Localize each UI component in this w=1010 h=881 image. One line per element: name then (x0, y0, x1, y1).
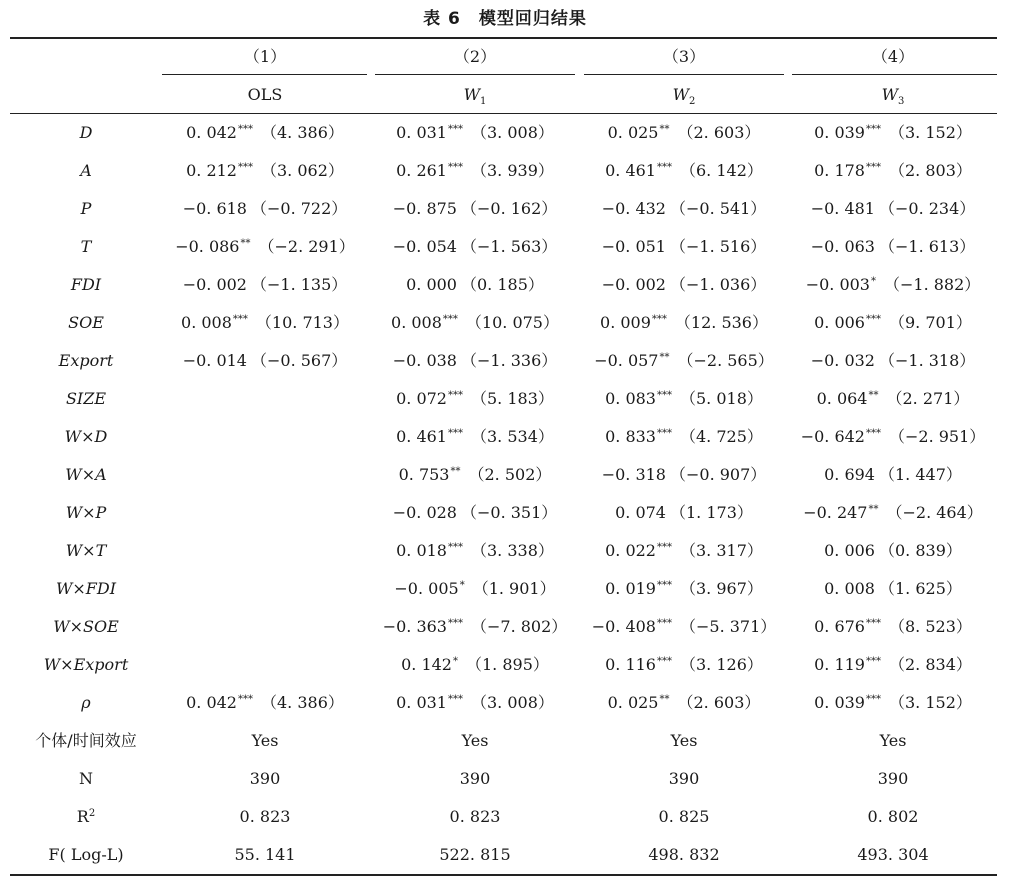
t-statistic: （12. 536） (674, 313, 768, 332)
table-cell: 498. 832 (648, 845, 720, 864)
t-statistic: （−1. 613） (878, 237, 976, 256)
table-cell (582, 118, 787, 148)
t-statistic: （−2. 565） (677, 351, 774, 370)
coefficient-value: −0. 005 (394, 579, 459, 598)
significance-stars: *** (656, 618, 672, 629)
table-cell: 55. 141 (234, 845, 296, 864)
coefficient-value: 0. 042 (186, 123, 237, 142)
coefficient-value: 0. 000 (406, 275, 457, 294)
table-cell (373, 612, 578, 642)
coefficient-value: −0. 363 (382, 617, 447, 636)
coefficient-value: 0. 676 (814, 617, 865, 636)
coefficient-value: 0. 178 (814, 161, 865, 180)
t-statistic: （−0. 162） (460, 199, 558, 218)
coefficient-value: −0. 057 (594, 351, 659, 370)
t-statistic: （2. 603） (677, 123, 761, 142)
table-cell (582, 384, 787, 414)
table-cell (791, 536, 996, 566)
table-cell (582, 612, 787, 642)
table-cell (373, 422, 578, 452)
table-cell (373, 270, 578, 300)
row-label: SOE (68, 313, 104, 332)
table-cell: Yes (879, 731, 907, 750)
coefficient-value: 0. 008 (391, 313, 442, 332)
t-statistic: （−0. 722） (250, 199, 348, 218)
coefficient-value: 0. 072 (396, 389, 447, 408)
coefficient-value: 0. 022 (605, 541, 656, 560)
coefficient-value: −0. 086 (175, 237, 240, 256)
table-cell (163, 156, 368, 186)
t-statistic: （3. 008） (470, 123, 554, 142)
table-cell (582, 574, 787, 604)
coefficient-value: 0. 083 (605, 389, 656, 408)
significance-stars: *** (447, 124, 463, 135)
significance-stars: *** (865, 162, 881, 173)
model-subscript: 2 (689, 96, 696, 107)
t-statistic: （8. 523） (888, 617, 972, 636)
coefficient-value: 0. 042 (186, 693, 237, 712)
column-group-rule (792, 74, 997, 75)
t-statistic: （6. 142） (679, 161, 763, 180)
significance-stars: *** (237, 162, 253, 173)
coefficient-value: −0. 038 (392, 351, 457, 370)
table-cell (791, 308, 996, 338)
table-cell: Yes (461, 731, 489, 750)
coefficient-value: 0. 031 (396, 693, 447, 712)
table-cell (163, 346, 368, 376)
model-name: W (672, 85, 690, 104)
t-statistic: （0. 839） (878, 541, 962, 560)
significance-stars: *** (237, 124, 253, 135)
t-statistic: （−0. 234） (878, 199, 976, 218)
table-cell (791, 650, 996, 680)
table-cell (582, 536, 787, 566)
significance-stars: ** (659, 694, 670, 705)
significance-stars: *** (442, 314, 458, 325)
coefficient-value: −0. 642 (800, 427, 865, 446)
table-cell (791, 194, 996, 224)
t-statistic: （4. 386） (260, 693, 344, 712)
significance-stars: *** (656, 162, 672, 173)
significance-stars: *** (237, 694, 253, 705)
table-cell: 390 (668, 769, 700, 788)
t-statistic: （−2. 951） (888, 427, 986, 446)
row-label: ρ (81, 693, 91, 712)
table-cell (373, 650, 578, 680)
table-cell (373, 384, 578, 414)
table-header-rule (10, 113, 997, 114)
table-cell (163, 688, 368, 718)
model-name: W (881, 85, 899, 104)
t-statistic: （3. 152） (888, 123, 972, 142)
table-cell (582, 156, 787, 186)
t-statistic: （−1. 882） (883, 275, 981, 294)
table-cell (373, 232, 578, 262)
coefficient-value: 0. 461 (396, 427, 447, 446)
table-cell (582, 650, 787, 680)
significance-stars: *** (656, 656, 672, 667)
coefficient-value: 0. 694 (824, 465, 875, 484)
column-number: （4） (871, 47, 915, 66)
table-cell (791, 612, 996, 642)
t-statistic: （2. 603） (677, 693, 761, 712)
model-subscript: 1 (480, 96, 487, 107)
coefficient-value: 0. 025 (607, 123, 659, 142)
significance-stars: *** (447, 428, 463, 439)
significance-stars: ** (868, 390, 879, 401)
table-cell (791, 232, 996, 262)
t-statistic: （2. 271） (886, 389, 970, 408)
table-cell (373, 460, 578, 490)
table-cell (163, 270, 368, 300)
row-label: F( Log-L) (48, 845, 124, 864)
coefficient-value: −0. 875 (392, 199, 457, 218)
coefficient-value: −0. 051 (601, 237, 666, 256)
t-statistic: （1. 901） (472, 579, 556, 598)
table-cell (373, 156, 578, 186)
model-name: W (463, 85, 481, 104)
table-top-rule (10, 37, 997, 39)
t-statistic: （3. 008） (470, 693, 554, 712)
coefficient-value: −0. 014 (182, 351, 247, 370)
table-cell: 390 (459, 769, 491, 788)
coefficient-value: 0. 039 (814, 693, 865, 712)
column-group-rule (375, 74, 575, 75)
coefficient-value: 0. 031 (396, 123, 447, 142)
t-statistic: （3. 126） (679, 655, 763, 674)
t-statistic: （5. 183） (470, 389, 554, 408)
row-label: P (80, 199, 92, 218)
coefficient-value: −0. 318 (601, 465, 666, 484)
column-number: （3） (662, 47, 706, 66)
significance-stars: *** (656, 542, 672, 553)
table-cell (791, 384, 996, 414)
column-group-rule (584, 74, 784, 75)
table-cell (373, 346, 578, 376)
table-cell (163, 308, 368, 338)
coefficient-value: −0. 247 (803, 503, 868, 522)
coefficient-value: 0. 025 (607, 693, 659, 712)
t-statistic: （1. 625） (878, 579, 962, 598)
table-cell (373, 308, 578, 338)
coefficient-value: −0. 054 (392, 237, 457, 256)
coefficient-value: 0. 008 (181, 313, 232, 332)
coefficient-value: 0. 074 (615, 503, 666, 522)
t-statistic: （−0. 541） (669, 199, 767, 218)
table-cell (163, 232, 368, 262)
table-cell (791, 574, 996, 604)
t-statistic: （3. 967） (679, 579, 763, 598)
table-cell: 390 (877, 769, 909, 788)
row-label: W×Export (43, 655, 129, 674)
t-statistic: （1. 173） (669, 503, 753, 522)
model-subscript: 3 (898, 96, 905, 107)
coefficient-value: 0. 019 (605, 579, 656, 598)
significance-stars: * (452, 656, 458, 667)
significance-stars: *** (865, 656, 881, 667)
table-cell (791, 118, 996, 148)
t-statistic: （3. 152） (888, 693, 972, 712)
t-statistic: （3. 338） (470, 541, 554, 560)
significance-stars: *** (865, 428, 881, 439)
coefficient-value: −0. 432 (601, 199, 666, 218)
significance-stars: *** (447, 390, 463, 401)
coefficient-value: 0. 116 (605, 655, 656, 674)
table-cell (373, 118, 578, 148)
t-statistic: （−1. 318） (878, 351, 976, 370)
t-statistic: （−0. 567） (250, 351, 348, 370)
significance-stars: *** (656, 428, 672, 439)
column-group-rule (162, 74, 367, 75)
t-statistic: （−1. 036） (669, 275, 767, 294)
coefficient-value: 0. 142 (401, 655, 452, 674)
significance-stars: *** (865, 694, 881, 705)
t-statistic: （2. 803） (888, 161, 972, 180)
row-label: D (79, 123, 93, 142)
coefficient-value: 0. 212 (186, 161, 237, 180)
table-cell (163, 118, 368, 148)
table-cell: 0. 823 (239, 807, 291, 826)
t-statistic: （2. 834） (888, 655, 972, 674)
column-model: OLS (247, 85, 283, 104)
t-statistic: （−0. 351） (460, 503, 558, 522)
table-title: 表 6 模型回归结果 (423, 9, 587, 29)
coefficient-value: −0. 002 (601, 275, 666, 294)
row-label: W×P (65, 503, 107, 522)
t-statistic: （−1. 563） (460, 237, 558, 256)
column-number: （1） (243, 47, 287, 66)
row-label: 个体/时间效应 (35, 731, 137, 750)
coefficient-value: −0. 002 (182, 275, 247, 294)
significance-stars: *** (865, 124, 881, 135)
coefficient-value: −0. 028 (392, 503, 457, 522)
table-cell (373, 536, 578, 566)
coefficient-value: −0. 003 (805, 275, 870, 294)
table-cell (791, 270, 996, 300)
coefficient-value: 0. 006 (824, 541, 875, 560)
coefficient-value: 0. 119 (814, 655, 865, 674)
t-statistic: （9. 701） (888, 313, 972, 332)
label-superscript: 2 (88, 808, 96, 819)
coefficient-value: 0. 018 (396, 541, 447, 560)
table-cell (791, 156, 996, 186)
row-label: W×D (64, 427, 108, 446)
significance-stars: ** (240, 238, 251, 249)
row-label: FDI (70, 275, 102, 294)
table-cell (373, 194, 578, 224)
t-statistic: （10. 075） (465, 313, 559, 332)
table-cell (791, 422, 996, 452)
table-cell (791, 498, 996, 528)
coefficient-value: 0. 261 (396, 161, 447, 180)
t-statistic: （3. 317） (679, 541, 763, 560)
significance-stars: ** (450, 466, 461, 477)
table-cell (582, 194, 787, 224)
t-statistic: （−0. 907） (669, 465, 767, 484)
t-statistic: （2. 502） (468, 465, 552, 484)
table-cell (373, 574, 578, 604)
t-statistic: （10. 713） (255, 313, 349, 332)
significance-stars: *** (447, 694, 463, 705)
table-cell: 0. 825 (658, 807, 710, 826)
row-label: T (80, 237, 92, 256)
t-statistic: （−5. 371） (679, 617, 777, 636)
table-cell: Yes (251, 731, 279, 750)
table-cell: 0. 823 (449, 807, 501, 826)
significance-stars: *** (447, 618, 463, 629)
significance-stars: ** (659, 124, 670, 135)
column-number: （2） (453, 47, 497, 66)
coefficient-value: 0. 008 (824, 579, 875, 598)
column-model (791, 80, 996, 110)
significance-stars: ** (868, 504, 879, 515)
coefficient-value: 0. 064 (816, 389, 868, 408)
row-label: N (79, 769, 93, 788)
table-cell (582, 498, 787, 528)
t-statistic: （4. 725） (679, 427, 763, 446)
coefficient-value: −0. 063 (810, 237, 875, 256)
coefficient-value: −0. 618 (182, 199, 247, 218)
significance-stars: *** (447, 542, 463, 553)
table-cell: 390 (249, 769, 281, 788)
t-statistic: （−1. 135） (250, 275, 348, 294)
table-bottom-rule (10, 874, 997, 876)
significance-stars: *** (651, 314, 667, 325)
significance-stars: *** (865, 314, 881, 325)
table-cell (791, 346, 996, 376)
significance-stars: ** (659, 352, 670, 363)
coefficient-value: 0. 461 (605, 161, 656, 180)
row-label: W×FDI (55, 579, 117, 598)
table-cell: Yes (670, 731, 698, 750)
significance-stars: *** (865, 618, 881, 629)
t-statistic: （0. 185） (460, 275, 544, 294)
table-cell (582, 232, 787, 262)
table-cell (582, 270, 787, 300)
t-statistic: （−2. 464） (886, 503, 983, 522)
t-statistic: （−1. 336） (460, 351, 558, 370)
t-statistic: （1. 447） (878, 465, 962, 484)
coefficient-value: 0. 753 (398, 465, 450, 484)
table-cell (582, 688, 787, 718)
row-label: W×T (65, 541, 107, 560)
t-statistic: （3. 534） (470, 427, 554, 446)
row-label: SIZE (65, 389, 107, 408)
row-label: Export (58, 351, 114, 370)
t-statistic: （1. 895） (465, 655, 549, 674)
column-model (582, 80, 787, 110)
table-cell (163, 194, 368, 224)
coefficient-value: 0. 833 (605, 427, 656, 446)
table-cell: 522. 815 (439, 845, 511, 864)
table-cell (791, 460, 996, 490)
t-statistic: （3. 939） (470, 161, 554, 180)
table-cell (791, 688, 996, 718)
coefficient-value: 0. 039 (814, 123, 865, 142)
significance-stars: *** (447, 162, 463, 173)
table-cell (582, 422, 787, 452)
t-statistic: （−2. 291） (258, 237, 355, 256)
coefficient-value: −0. 481 (810, 199, 875, 218)
row-label: $R^2$ (76, 807, 96, 826)
significance-stars: * (870, 276, 876, 287)
significance-stars: *** (656, 580, 672, 591)
table-cell (373, 688, 578, 718)
table-cell: 493. 304 (857, 845, 929, 864)
t-statistic: （4. 386） (260, 123, 344, 142)
coefficient-value: 0. 009 (600, 313, 651, 332)
row-label: W×SOE (53, 617, 119, 636)
table-cell (373, 498, 578, 528)
coefficient-value: −0. 032 (810, 351, 875, 370)
t-statistic: （−1. 516） (669, 237, 767, 256)
row-label: W×A (65, 465, 107, 484)
table-cell: 0. 802 (867, 807, 919, 826)
row-label: A (80, 161, 92, 180)
coefficient-value: 0. 006 (814, 313, 865, 332)
significance-stars: * (459, 580, 465, 591)
t-statistic: （5. 018） (679, 389, 763, 408)
coefficient-value: −0. 408 (591, 617, 656, 636)
t-statistic: （−7. 802） (470, 617, 568, 636)
t-statistic: （3. 062） (260, 161, 344, 180)
table-cell (582, 308, 787, 338)
significance-stars: *** (232, 314, 248, 325)
significance-stars: *** (656, 390, 672, 401)
table-cell (582, 346, 787, 376)
column-model (373, 80, 578, 110)
table-cell (582, 460, 787, 490)
